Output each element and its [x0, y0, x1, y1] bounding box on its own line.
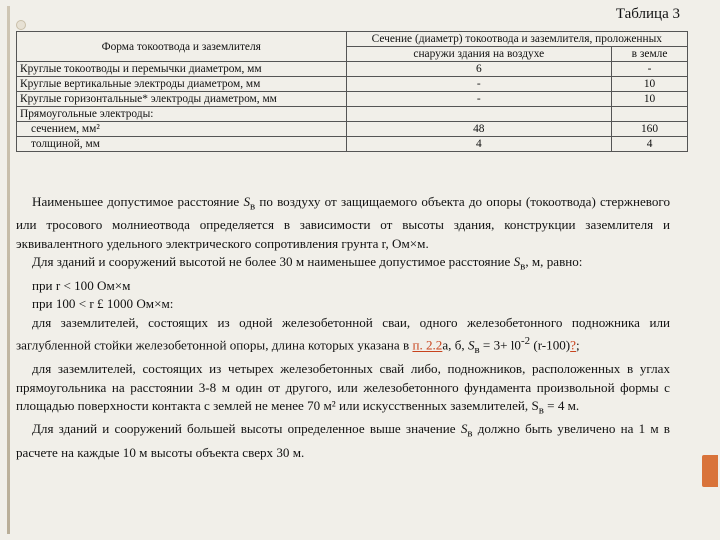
table-caption: Таблица 3: [615, 6, 680, 22]
condition-r-below-100: при r < 100 Ом×м: [32, 277, 131, 293]
row-air: -: [346, 77, 612, 92]
slide-left-border: [7, 6, 10, 534]
clause-link[interactable]: п. 2.2: [412, 337, 443, 353]
row-label: Прямоугольные электроды:: [17, 107, 347, 122]
table-header-row: [17, 32, 688, 47]
header-air: снаружи здания на воздухе: [346, 47, 612, 62]
row-air: 48: [346, 122, 612, 137]
row-ground: [612, 107, 688, 122]
row-ground: 160: [612, 122, 688, 137]
row-label: толщиной, мм: [17, 137, 347, 152]
row-air: [346, 107, 612, 122]
row-ground: 10: [612, 77, 688, 92]
table-row: [17, 92, 688, 107]
slide-ornament: [16, 20, 26, 30]
symbol-s: S: [467, 337, 475, 353]
row-label: Круглые токоотводы и перемычки диаметром, мм: [17, 62, 347, 77]
table-row: [17, 62, 688, 77]
row-label: Круглые вертикальные электроды диаметром, мм: [17, 77, 347, 92]
condition-r-100-1000: при 100 < r £ 1000 Ом×м:: [32, 296, 174, 312]
paragraph-taller-buildings: Для зданий и сооружений большей высоты определенное выше значение $S_в$ должно быть увеличено на 1 м в расчете на каждые 10 м высоты объекта сверх 30 м.: [16, 421, 670, 460]
row-air: -: [346, 92, 612, 107]
paragraph-min-distance: Наименьшее допустимое расстояние $S_в$ по воздуху от защищаемого объекта до опоры (токоотвода) стержневого или тросового молниеотвода определяется в зависимости от высоты здания, конструкции заземлителя и эквивалентного удельного электрического сопротивления грунта r, Ом×м.: [16, 194, 671, 251]
header-ground: в земле: [612, 47, 688, 62]
row-air: 4: [346, 137, 612, 152]
row-ground: -: [612, 62, 688, 77]
table-row: [17, 137, 688, 152]
body-text: [16, 193, 670, 462]
slide-edge-marker: [702, 455, 718, 487]
row-label: сечением, мм²: [17, 122, 347, 137]
paragraph-single-pile: для заземлителей, состоящих из одной железобетонной сваи, одного железобетонного подножника или заглубленной стойки железобетонной опоры, длина которых указана в п. 2.2а, б, $S_в = 3+ l0^{-2}$ (r-100)?;: [16, 314, 670, 357]
formula-marker: ?: [570, 337, 576, 353]
row-label: Круглые горизонтальные* электроды диаметром, мм: [17, 92, 347, 107]
row-ground: 4: [612, 137, 688, 152]
row-ground: 10: [612, 92, 688, 107]
symbol-s: S: [243, 194, 250, 209]
conductor-table: [16, 31, 688, 152]
row-air: 6: [346, 62, 612, 77]
header-form: Форма токоотвода и заземлителя: [17, 32, 347, 62]
header-section: Сечение (диаметр) токоотвода и заземлителя, проложенных: [346, 32, 687, 47]
paragraph-four-piles: для заземлителей, состоящих из четырех железобетонных свай либо, подножников, расположенных в углах прямоугольника на расстоянии 3-8 м один от другого, или железобетонного фундамента произвольной формы с площадью поверхности контакта с землей не менее 70 м² или искусственных заземлителей, $S_в = 4$ м.: [16, 360, 670, 417]
symbol-s: S: [460, 421, 468, 437]
table-row: [17, 107, 688, 122]
paragraph-height-30: Для зданий и сооружений высотой не более 30 м наименьшее допустимое расстояние $S_в$, м, равно:: [32, 254, 583, 273]
symbol-s: S: [513, 254, 521, 270]
table-row: [17, 77, 688, 92]
table-row: [17, 122, 688, 137]
